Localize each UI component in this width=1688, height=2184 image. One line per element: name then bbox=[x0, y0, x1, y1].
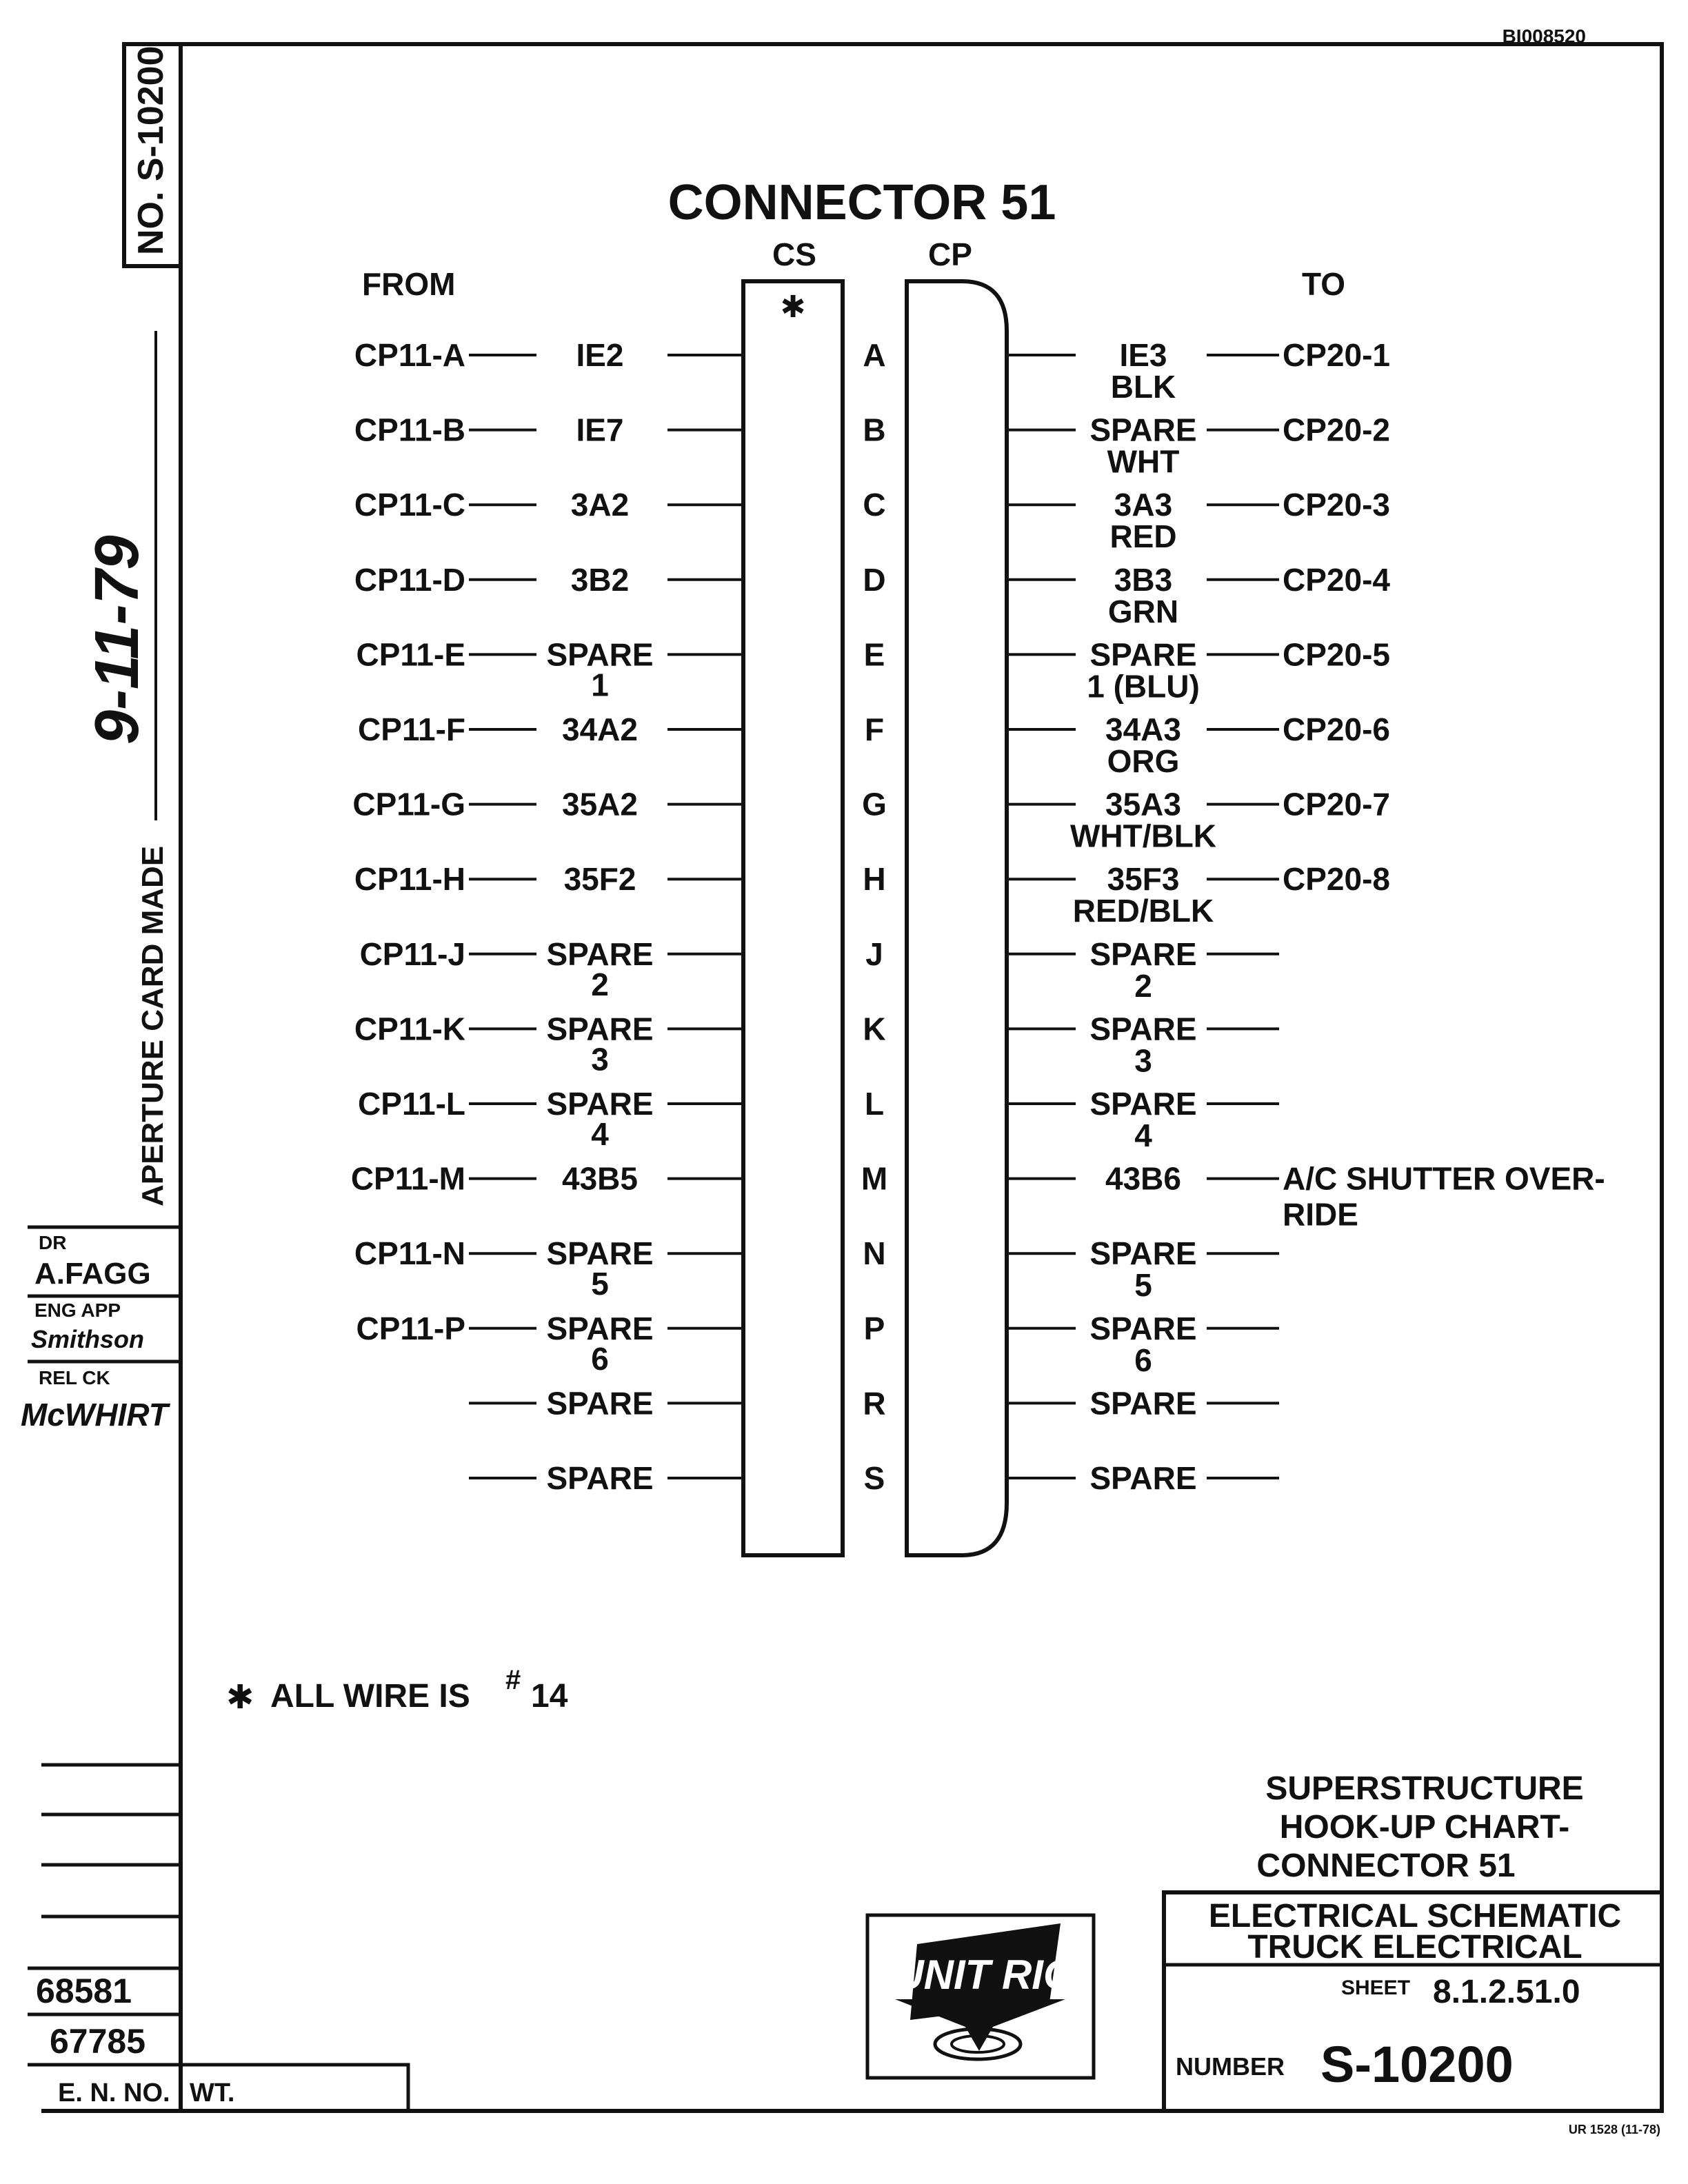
cs-wire-label: SPARE bbox=[546, 1235, 654, 1272]
eng-app-signature: Smithson bbox=[31, 1325, 145, 1353]
cp-wire-label: SPARE bbox=[1089, 1235, 1197, 1272]
title-line-1: SUPERSTRUCTURE bbox=[1265, 1770, 1584, 1807]
pin-letter: L bbox=[864, 1086, 885, 1122]
cp-wire-label: 3B3 bbox=[1114, 561, 1173, 598]
sheet-value: 8.1.2.51.0 bbox=[1433, 1974, 1580, 2010]
note-text: ALL WIRE IS bbox=[270, 1678, 470, 1715]
revision-block bbox=[28, 1765, 408, 2111]
from-terminal: CP11-B bbox=[354, 412, 465, 448]
connector-row bbox=[354, 337, 1390, 405]
pin-letter: B bbox=[863, 412, 886, 448]
to-terminal: CP20-3 bbox=[1283, 487, 1390, 523]
to-terminal: CP20-2 bbox=[1283, 412, 1390, 448]
wt-label: WT. bbox=[190, 2079, 235, 2107]
pin-letter: J bbox=[865, 936, 883, 972]
cp-wire-label: RED/BLK bbox=[1072, 893, 1214, 929]
form-number: UR 1528 (11-78) bbox=[1568, 2123, 1660, 2136]
cp-wire-label: IE3 bbox=[1119, 337, 1167, 373]
en-number-2: 67785 bbox=[50, 2022, 146, 2061]
to-terminal: CP20-5 bbox=[1283, 636, 1390, 673]
cp-wire-label: SPARE bbox=[1089, 636, 1197, 673]
cs-wire-label: SPARE bbox=[546, 1086, 654, 1122]
cp-wire-label: 35F3 bbox=[1107, 861, 1180, 898]
connector-title: CONNECTOR 51 bbox=[667, 175, 1056, 230]
cs-wire-label: SPARE bbox=[546, 1385, 654, 1422]
cs-star-mark: ✱ bbox=[780, 290, 806, 324]
rel-ck-label: REL CK bbox=[39, 1367, 110, 1388]
cp-wire-label: WHT bbox=[1107, 443, 1180, 480]
connector-row bbox=[356, 1311, 1279, 1378]
connector-row bbox=[356, 636, 1390, 704]
connector-rows bbox=[351, 337, 1605, 1496]
to-label: TO bbox=[1302, 266, 1346, 302]
from-terminal: CP11-D bbox=[354, 561, 465, 598]
pin-letter: S bbox=[863, 1460, 885, 1496]
cs-wire-label: 3 bbox=[591, 1041, 609, 1078]
cp-wire-label: 5 bbox=[1134, 1267, 1152, 1304]
connector-row bbox=[354, 1235, 1279, 1303]
cs-wire-label: SPARE bbox=[546, 1011, 654, 1047]
cp-wire-label: 43B6 bbox=[1105, 1160, 1181, 1197]
cs-wire-label: 34A2 bbox=[562, 711, 638, 747]
cp-wire-label: 3A3 bbox=[1114, 487, 1173, 523]
from-terminal: CP11-J bbox=[359, 936, 465, 972]
connector-row bbox=[469, 1460, 1279, 1496]
to-terminal: CP20-6 bbox=[1283, 711, 1390, 747]
cs-wire-label: 35F2 bbox=[563, 861, 636, 898]
cp-wire-label: 34A3 bbox=[1105, 711, 1181, 747]
pin-letter: D bbox=[863, 561, 886, 598]
rel-ck-signature: McWHIRT bbox=[21, 1397, 168, 1433]
title-line-2: HOOK-UP CHART- bbox=[1279, 1809, 1570, 1846]
aperture-date: 9-11-79 bbox=[83, 535, 152, 745]
connector-row bbox=[360, 936, 1279, 1004]
cs-connector-body bbox=[743, 281, 843, 1555]
pin-letter: F bbox=[864, 711, 885, 747]
pin-letter: H bbox=[863, 861, 886, 898]
cp-wire-label: 1 (BLU) bbox=[1087, 668, 1200, 705]
aperture-card-label: APERTURE CARD MADE bbox=[136, 845, 170, 1206]
pin-letter: C bbox=[863, 487, 886, 523]
number-label: NUMBER bbox=[1176, 2052, 1285, 2081]
schematic-line-1: ELECTRICAL SCHEMATIC bbox=[1208, 1898, 1622, 1934]
cs-wire-label: 2 bbox=[591, 966, 609, 1002]
pin-letter: P bbox=[863, 1310, 885, 1346]
from-terminal: CP11-F bbox=[358, 711, 465, 747]
cp-connector-body bbox=[907, 281, 1007, 1555]
to-terminal: A/C SHUTTER OVER- bbox=[1283, 1160, 1605, 1197]
cs-wire-label: 5 bbox=[591, 1266, 609, 1302]
pin-letter: R bbox=[863, 1385, 886, 1422]
cs-wire-label: 43B5 bbox=[562, 1160, 638, 1197]
drawing-number-tab-text: NO. S-10200 bbox=[131, 46, 171, 255]
dr-label: DR bbox=[39, 1232, 67, 1253]
cp-wire-label: GRN bbox=[1107, 593, 1179, 629]
to-terminal: RIDE bbox=[1283, 1196, 1358, 1233]
schematic-line-2: TRUCK ELECTRICAL bbox=[1247, 1929, 1582, 1965]
cs-wire-label: 35A2 bbox=[562, 786, 638, 822]
from-terminal: CP11-A bbox=[354, 337, 465, 373]
connector-row bbox=[354, 412, 1390, 480]
cp-wire-label: BLK bbox=[1110, 369, 1176, 405]
from-terminal: CP11-G bbox=[352, 786, 465, 822]
signature-block bbox=[21, 1227, 181, 1433]
cp-wire-label: SPARE bbox=[1089, 1086, 1197, 1122]
cp-wire-label: SPARE bbox=[1089, 936, 1197, 972]
from-terminal: CP11-K bbox=[354, 1011, 465, 1047]
title-line-3: CONNECTOR 51 bbox=[1256, 1848, 1516, 1884]
from-terminal: CP11-N bbox=[354, 1235, 465, 1272]
cp-wire-label: WHT/BLK bbox=[1069, 818, 1217, 854]
document-id: BI008520 bbox=[1502, 26, 1586, 47]
to-terminal: CP20-1 bbox=[1283, 337, 1390, 373]
cs-wire-label: IE2 bbox=[576, 337, 624, 373]
pin-letter: M bbox=[861, 1160, 888, 1197]
cp-wire-label: 3 bbox=[1134, 1042, 1152, 1079]
cs-wire-label: 6 bbox=[591, 1340, 609, 1377]
cp-wire-label: 6 bbox=[1134, 1342, 1152, 1378]
pin-letter: K bbox=[863, 1011, 886, 1047]
logo-text: UNIT RIG bbox=[894, 1952, 1076, 1998]
connector-row bbox=[352, 787, 1390, 854]
from-terminal: CP11-L bbox=[358, 1086, 465, 1122]
from-terminal: CP11-M bbox=[350, 1160, 465, 1197]
cp-wire-label: 35A3 bbox=[1105, 786, 1181, 822]
cs-column-label: CS bbox=[772, 236, 816, 272]
note-star: ✱ bbox=[226, 1679, 254, 1716]
from-terminal: CP11-C bbox=[354, 487, 465, 523]
title-block bbox=[1164, 1770, 1662, 2111]
connector-row bbox=[358, 1086, 1279, 1153]
cs-wire-label: 4 bbox=[591, 1116, 609, 1152]
cp-column-label: CP bbox=[928, 236, 972, 272]
note-wire-gauge: 14 bbox=[531, 1678, 568, 1715]
connector-row bbox=[358, 711, 1390, 779]
cs-wire-label: SPARE bbox=[546, 1460, 654, 1496]
from-terminal: CP11-P bbox=[356, 1310, 465, 1346]
connector-row bbox=[469, 1385, 1279, 1421]
to-terminal: CP20-4 bbox=[1283, 561, 1390, 598]
from-label: FROM bbox=[362, 266, 456, 302]
number-value: S-10200 bbox=[1320, 2036, 1514, 2093]
from-terminal: CP11-H bbox=[354, 861, 465, 898]
cp-wire-label: SPARE bbox=[1089, 412, 1197, 448]
wire-note bbox=[226, 1665, 568, 1716]
pin-letter: A bbox=[863, 337, 886, 373]
connector-row bbox=[354, 861, 1390, 929]
connector-row bbox=[354, 1011, 1279, 1078]
eng-app-label: ENG APP bbox=[34, 1300, 121, 1321]
sheet-label: SHEET bbox=[1341, 1976, 1411, 1999]
cp-wire-label: SPARE bbox=[1089, 1385, 1197, 1422]
cp-wire-label: SPARE bbox=[1089, 1310, 1197, 1346]
cs-wire-label: 1 bbox=[591, 667, 609, 703]
to-terminal: CP20-8 bbox=[1283, 861, 1390, 898]
connector-row bbox=[354, 562, 1390, 629]
cp-wire-label: SPARE bbox=[1089, 1460, 1197, 1496]
pin-letter: G bbox=[862, 786, 887, 822]
cp-wire-label: SPARE bbox=[1089, 1011, 1197, 1047]
note-superscript: # bbox=[505, 1665, 521, 1695]
cs-wire-label: 3B2 bbox=[570, 561, 630, 598]
connector-row bbox=[354, 487, 1390, 554]
cp-wire-label: ORG bbox=[1107, 743, 1180, 779]
cs-wire-label: 3A2 bbox=[570, 487, 630, 523]
en-number-1: 68581 bbox=[36, 1972, 132, 2010]
connector-row bbox=[351, 1161, 1605, 1233]
dr-name: A.FAGG bbox=[34, 1257, 151, 1291]
pin-letter: N bbox=[863, 1235, 886, 1272]
cp-wire-label: 4 bbox=[1134, 1118, 1152, 1153]
from-terminal: CP11-E bbox=[356, 636, 465, 673]
en-no-label: E. N. NO. bbox=[58, 2079, 170, 2107]
cp-wire-label: 2 bbox=[1134, 967, 1152, 1004]
to-terminal: CP20-7 bbox=[1283, 786, 1390, 822]
unit-rig-logo bbox=[867, 1915, 1094, 2078]
cs-wire-label: SPARE bbox=[546, 636, 654, 673]
cp-wire-label: RED bbox=[1109, 518, 1177, 555]
cs-wire-label: IE7 bbox=[576, 412, 624, 448]
cs-wire-label: SPARE bbox=[546, 936, 654, 972]
cs-wire-label: SPARE bbox=[546, 1310, 654, 1346]
pin-letter: E bbox=[863, 636, 885, 673]
